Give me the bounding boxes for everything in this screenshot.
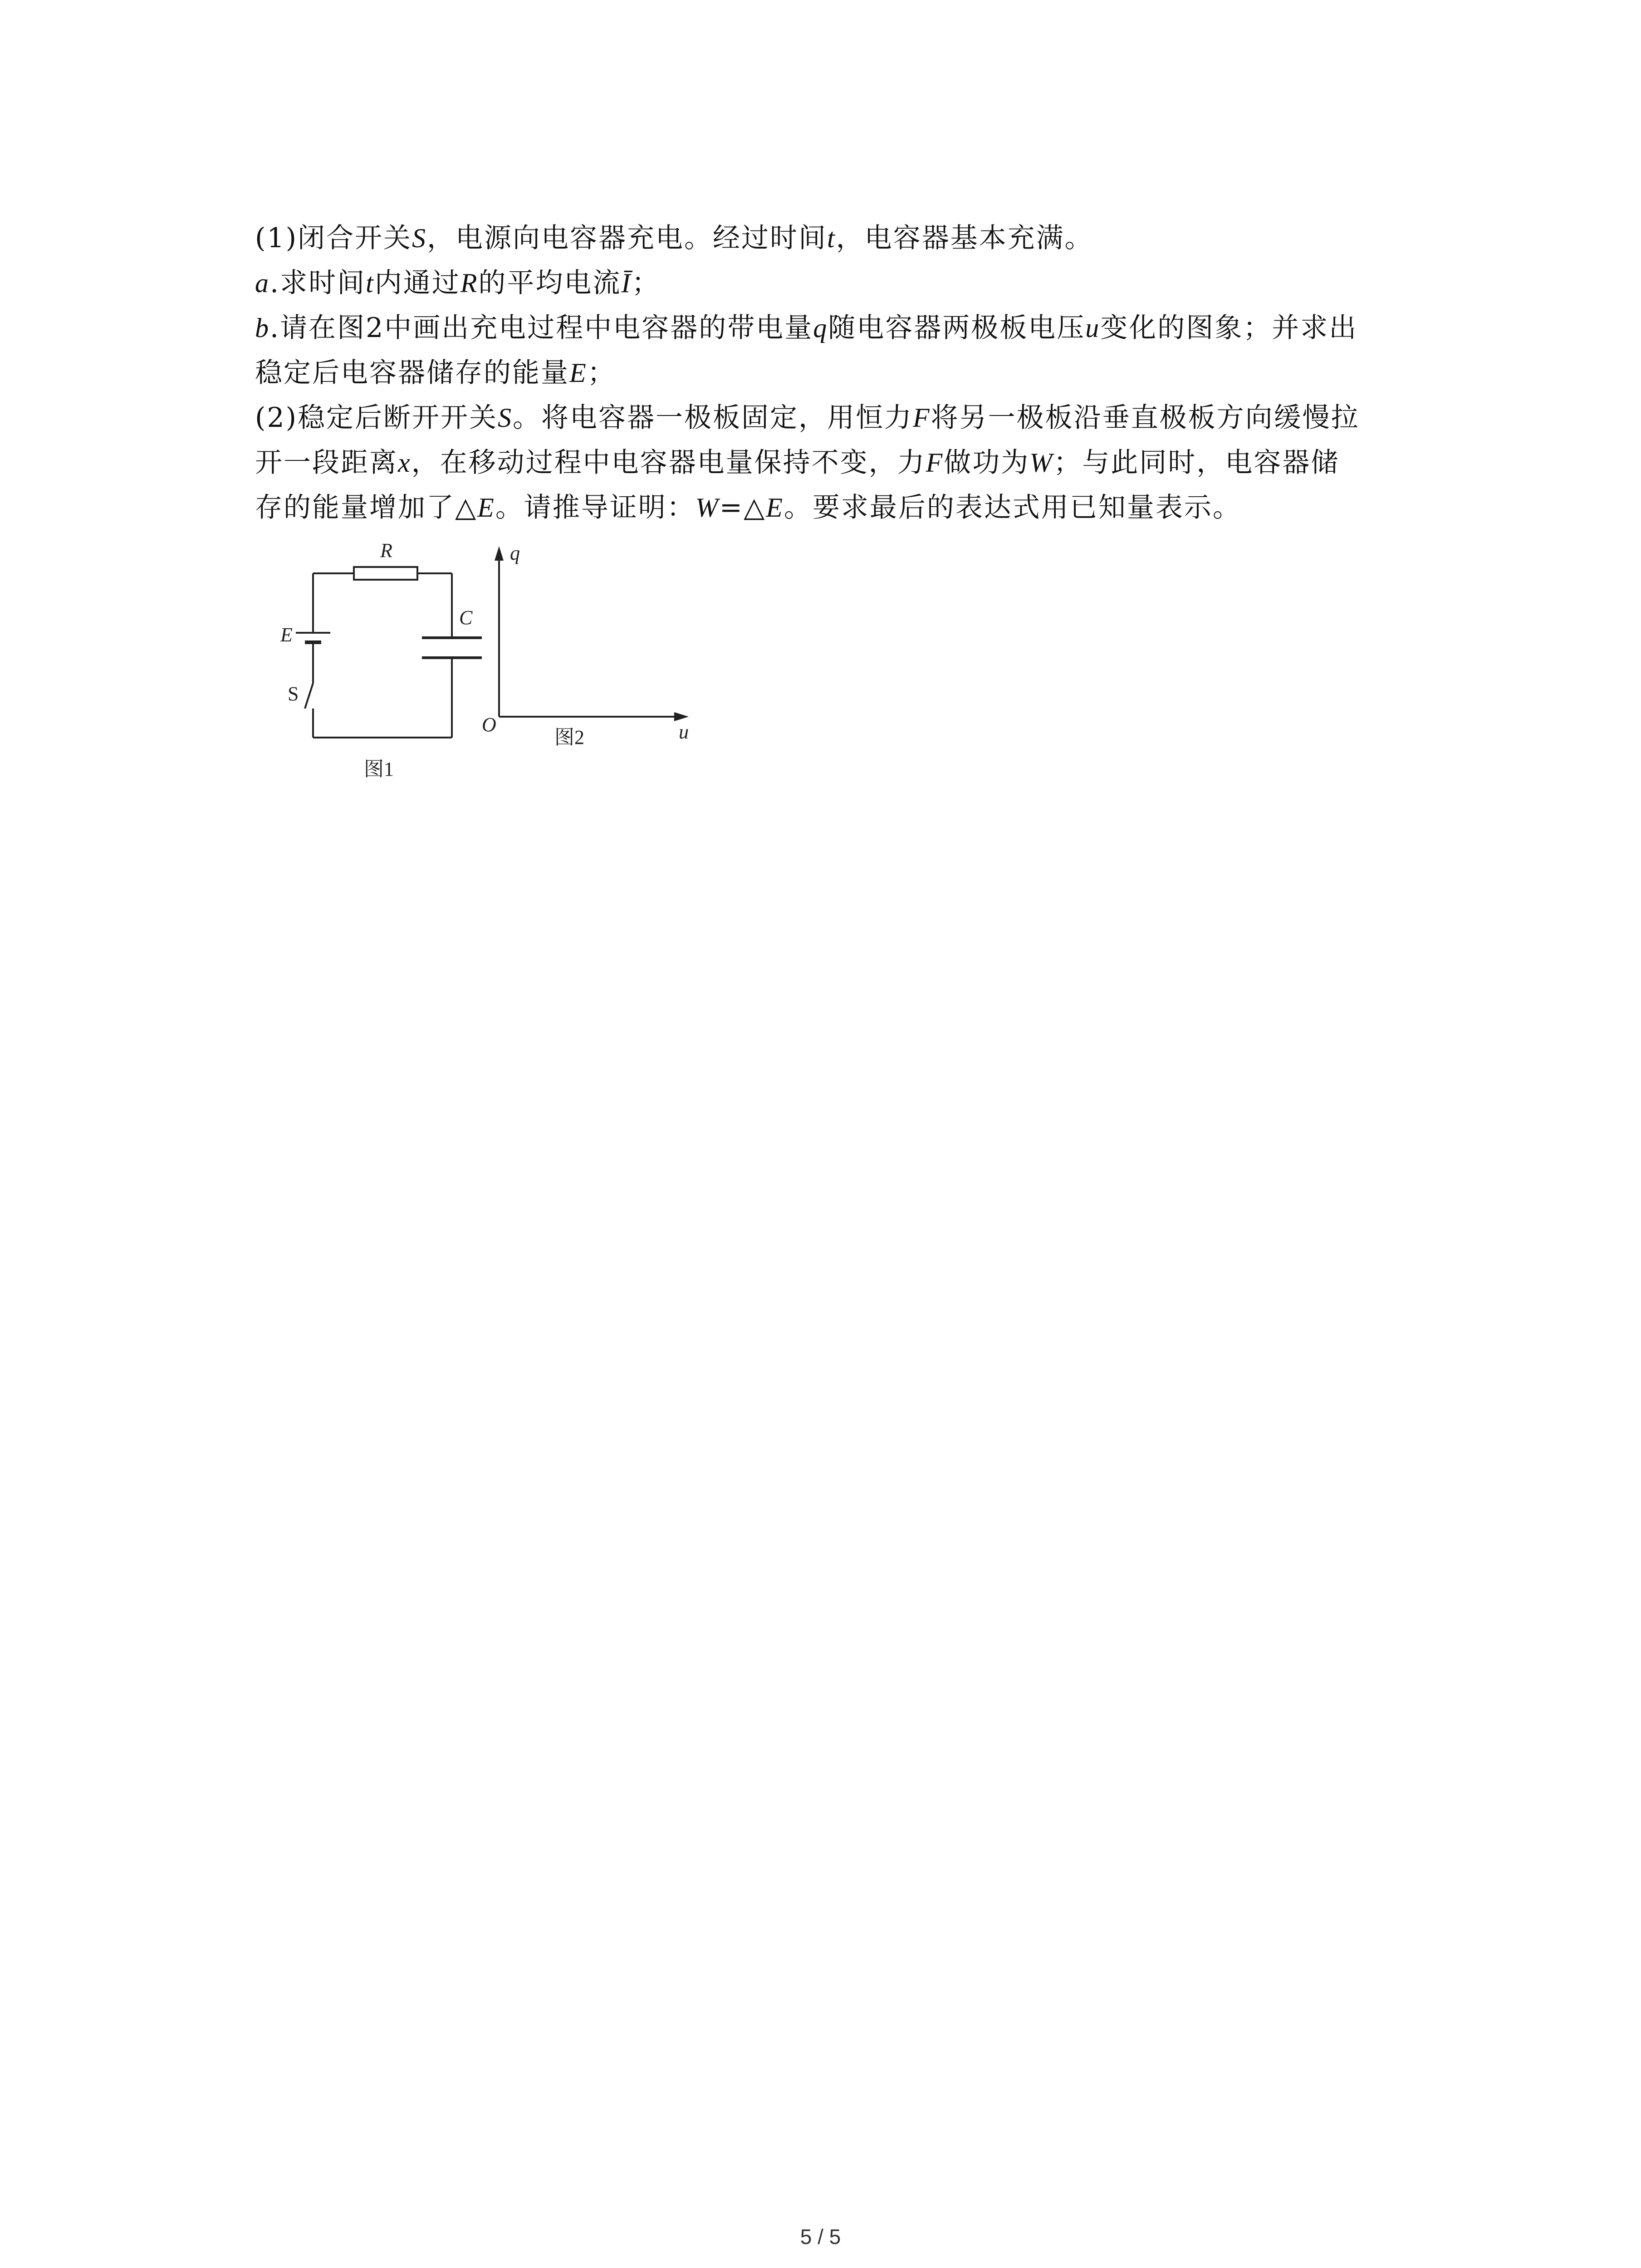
question-part-2-line2 xyxy=(255,440,1462,485)
text-segment: (2)稳定后断开开关 xyxy=(255,402,498,434)
text-segment: ，在移动过程中电容器电量保持不变，力 xyxy=(411,447,926,479)
variable-symbol: W xyxy=(695,493,720,523)
question-text xyxy=(255,216,1462,530)
question-part-2-line3 xyxy=(255,485,1462,530)
text-segment: 做功为 xyxy=(944,447,1030,479)
figure-2-caption: 图2 xyxy=(554,726,584,748)
text-segment: .求时间 xyxy=(270,267,366,299)
qu-axes xyxy=(495,546,689,721)
variable-symbol: u xyxy=(1085,313,1101,343)
variable-symbol: b xyxy=(255,313,270,343)
text-segment: ； xyxy=(587,357,616,389)
question-part-1b-line1 xyxy=(255,306,1462,351)
text-segment: ； xyxy=(632,267,661,299)
text-segment: 。要求最后的表达式用已知量表示。 xyxy=(784,492,1241,523)
x-axis-label: u xyxy=(679,721,689,743)
variable-symbol: E xyxy=(766,493,784,523)
variable-symbol: a xyxy=(255,268,270,298)
variable-symbol: t xyxy=(366,268,375,298)
variable-symbol: F xyxy=(926,448,944,478)
origin-label: O xyxy=(482,714,496,736)
text-segment: .请在图2中画出充电过程中电容器的带电量 xyxy=(270,312,813,344)
text-segment: 内通过 xyxy=(374,267,460,299)
resistor-symbol xyxy=(354,567,417,580)
text-segment: 的平均电流 xyxy=(478,267,622,299)
battery-label: E xyxy=(280,624,293,646)
x-axis-arrow xyxy=(674,712,689,721)
question-part-2-line1 xyxy=(255,396,1462,440)
text-segment: 稳定后电容器储存的能量 xyxy=(255,357,569,389)
text-segment: 。将电容器一极板固定，用恒力 xyxy=(513,402,913,434)
question-part-1a xyxy=(255,261,1462,306)
capacitor-label: C xyxy=(459,606,473,629)
switch-blade xyxy=(305,683,313,709)
variable-symbol: x xyxy=(398,448,411,478)
figure-1-caption: 图1 xyxy=(364,758,394,780)
text-segment: 。请推导证明： xyxy=(495,492,696,523)
text-segment: (1)闭合开关 xyxy=(255,222,412,254)
variable-symbol: Ī xyxy=(621,268,632,298)
variable-symbol: S xyxy=(412,223,427,253)
variable-symbol: t xyxy=(827,223,836,253)
text-segment: 将另一极板沿垂直极板方向缓慢拉 xyxy=(931,402,1360,434)
figures xyxy=(272,535,726,807)
variable-symbol: E xyxy=(569,358,588,388)
variable-symbol: W xyxy=(1029,448,1054,478)
y-axis-arrow xyxy=(495,546,504,561)
variable-symbol: S xyxy=(498,403,513,433)
text-segment: ，电容器基本充满。 xyxy=(836,222,1093,254)
question-part-1b-line2 xyxy=(255,351,1462,396)
text-segment: =△ xyxy=(719,492,766,523)
y-axis-label: q xyxy=(510,542,520,564)
variable-symbol: q xyxy=(813,313,828,343)
text-segment: 存的能量增加了△ xyxy=(255,492,478,523)
resistor-label: R xyxy=(380,539,392,562)
text-segment: 开一段距离 xyxy=(255,447,398,479)
text-segment: ，电源向电容器充电。经过时间 xyxy=(427,222,827,254)
variable-symbol: R xyxy=(460,268,479,298)
switch-label: S xyxy=(288,683,299,705)
page-number: 5 / 5 xyxy=(800,2225,841,2248)
text-segment: 变化的图象；并求出 xyxy=(1100,312,1358,344)
variable-symbol: F xyxy=(913,403,931,433)
text-segment: 随电容器两极板电压 xyxy=(828,312,1086,344)
variable-symbol: E xyxy=(477,493,495,523)
question-part-1 xyxy=(255,216,1462,261)
circuit-diagram xyxy=(296,567,482,738)
text-segment: ；与此同时，电容器储 xyxy=(1053,447,1340,479)
